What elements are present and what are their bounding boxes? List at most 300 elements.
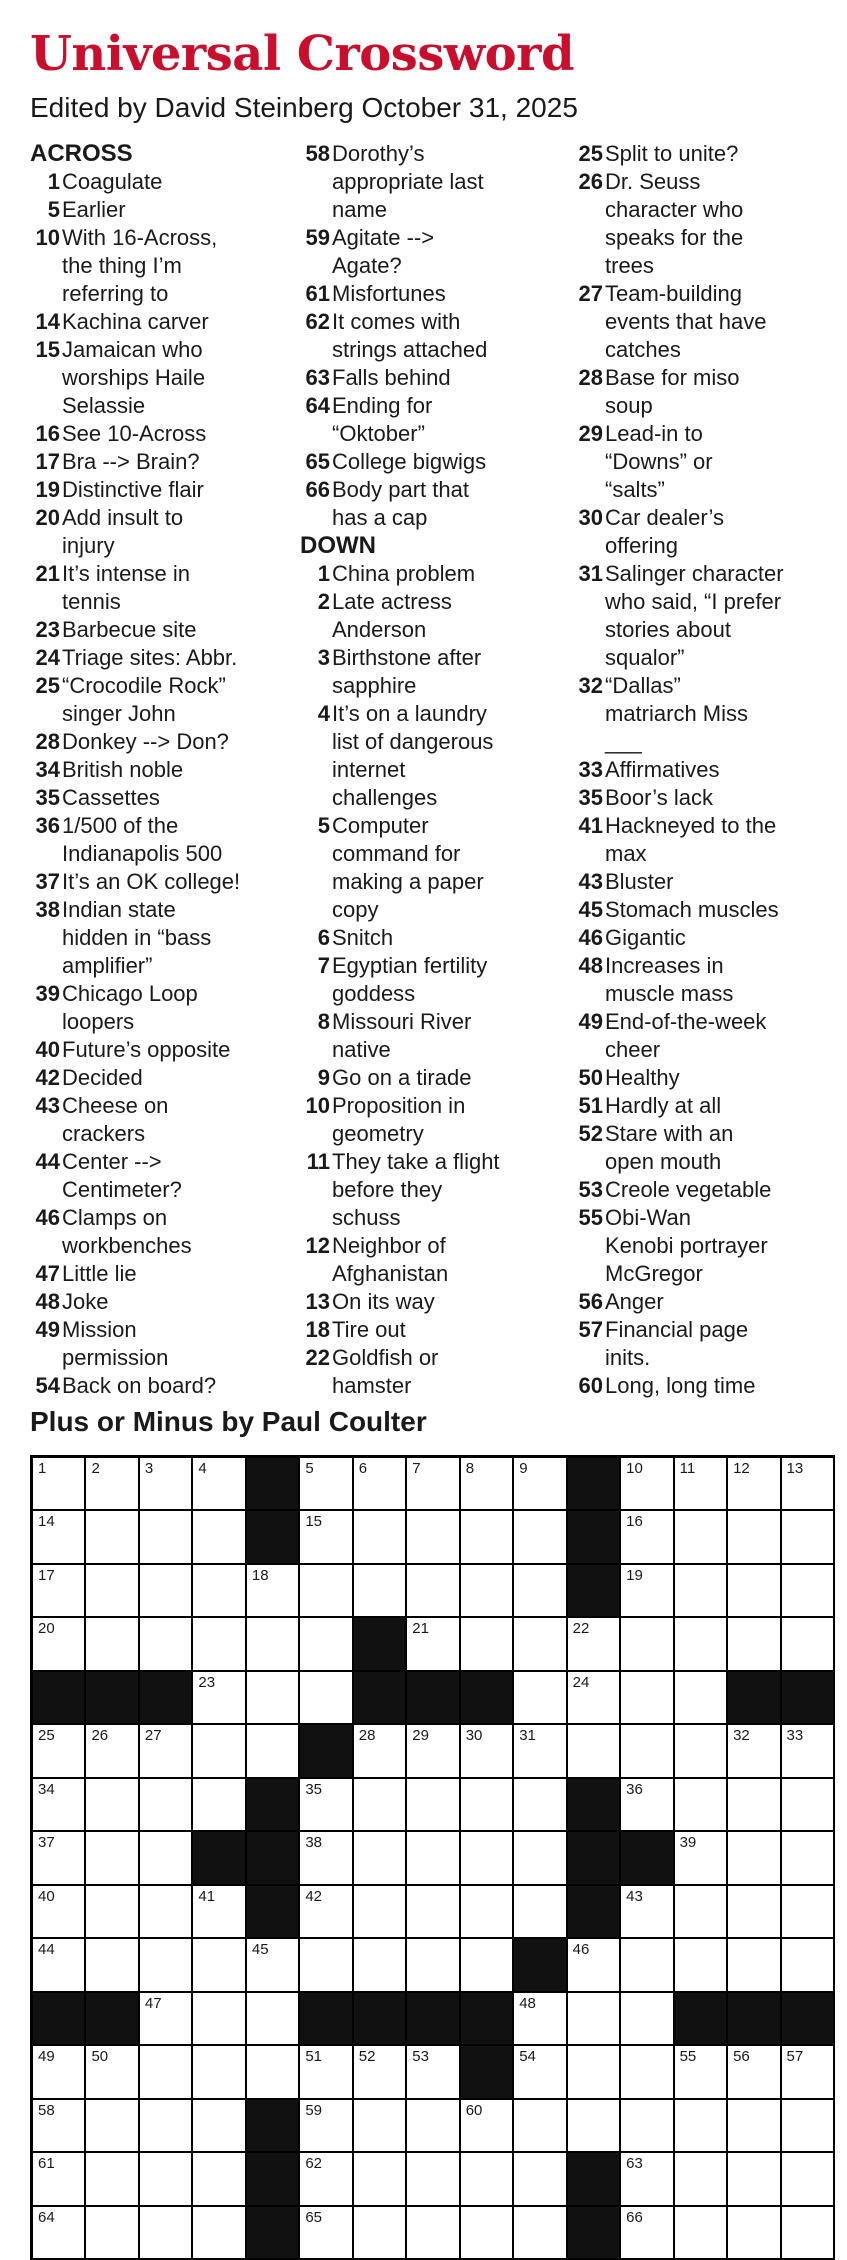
grid-cell[interactable] [675, 1618, 728, 1671]
clue-item[interactable] [300, 1148, 565, 1232]
clue-text [330, 364, 451, 392]
clue-item[interactable] [573, 364, 833, 420]
clue-item[interactable] [300, 588, 565, 644]
grid-cell[interactable] [300, 1779, 353, 1832]
grid-cell[interactable] [140, 2100, 193, 2153]
clue-line: crackers [62, 1121, 146, 1146]
grid-cell[interactable] [86, 1886, 139, 1939]
grid-cell[interactable] [675, 2207, 728, 2260]
grid-cell[interactable] [461, 1565, 514, 1618]
grid-cell[interactable] [728, 2046, 781, 2099]
grid-cell[interactable] [33, 1886, 86, 1939]
grid-cell[interactable] [675, 2100, 728, 2153]
clue-line: Anger [605, 1289, 664, 1314]
grid-cell[interactable] [621, 2153, 674, 2206]
grid-cell[interactable] [728, 2153, 781, 2206]
clue-line: list of dangerous [332, 729, 494, 754]
clue-item[interactable] [300, 1064, 565, 1092]
grid-cell[interactable] [514, 1886, 567, 1939]
grid-cell[interactable] [354, 1939, 407, 1992]
grid-cell[interactable] [407, 1565, 460, 1618]
clue-item[interactable] [30, 1036, 290, 1064]
clue-line: Bluster [605, 869, 674, 894]
clue-item[interactable] [300, 448, 565, 476]
grid-cell[interactable] [461, 2100, 514, 2153]
grid-cell[interactable] [354, 1886, 407, 1939]
clue-item[interactable] [30, 812, 290, 868]
grid-cell[interactable] [193, 2100, 246, 2153]
grid-cell[interactable] [354, 2100, 407, 2153]
grid-cell[interactable] [193, 2046, 246, 2099]
grid-cell[interactable] [300, 1458, 353, 1511]
grid-cell[interactable] [675, 1939, 728, 1992]
clue-item[interactable] [573, 1092, 833, 1120]
grid-cell[interactable] [461, 1832, 514, 1885]
grid-cell[interactable] [140, 1939, 193, 1992]
clue-item[interactable] [30, 728, 290, 756]
grid-cell[interactable] [728, 1832, 781, 1885]
grid-cell[interactable] [86, 2100, 139, 2153]
grid-cell[interactable] [86, 2153, 139, 2206]
grid-cell[interactable] [782, 1511, 835, 1564]
clue-number: 13 [305, 1289, 330, 1314]
grid-cell[interactable] [140, 2046, 193, 2099]
grid-cell[interactable] [33, 1832, 86, 1885]
grid-cell[interactable] [300, 2046, 353, 2099]
grid-cell[interactable] [621, 1511, 674, 1564]
clue-item[interactable] [300, 1232, 565, 1288]
grid-cell[interactable] [514, 2100, 567, 2153]
grid-cell[interactable] [782, 2100, 835, 2153]
clue-item[interactable] [30, 1316, 290, 1372]
clue-text [603, 168, 743, 280]
grid-cell[interactable] [86, 1779, 139, 1832]
grid-cell[interactable] [514, 1458, 567, 1511]
grid-cell[interactable] [728, 1458, 781, 1511]
grid-cell[interactable] [86, 2046, 139, 2099]
grid-cell[interactable] [86, 1511, 139, 1564]
grid-cell[interactable] [247, 2046, 300, 2099]
clue-item[interactable] [30, 224, 290, 308]
clue-text [330, 1232, 448, 1288]
clue-item[interactable] [573, 1316, 833, 1372]
clue-item[interactable] [30, 756, 290, 784]
grid-cell[interactable] [621, 1618, 674, 1671]
grid-cell[interactable] [675, 1725, 728, 1778]
clue-item[interactable] [30, 1372, 290, 1400]
clue-item[interactable] [573, 952, 833, 1008]
grid-cell[interactable] [300, 1832, 353, 1885]
grid-cell[interactable] [782, 1565, 835, 1618]
clue-line: It’s on a laundry [332, 701, 487, 726]
clue-item[interactable] [300, 1316, 565, 1344]
clue-item[interactable] [300, 700, 565, 812]
grid-cell[interactable] [728, 1618, 781, 1671]
grid-cell[interactable] [354, 1511, 407, 1564]
grid-cell[interactable] [782, 2207, 835, 2260]
grid-cell[interactable] [193, 1618, 246, 1671]
clue-item[interactable] [573, 168, 833, 280]
grid-cell[interactable] [621, 1886, 674, 1939]
clue-item[interactable] [30, 784, 290, 812]
grid-cell[interactable] [782, 2153, 835, 2206]
grid-cell[interactable] [193, 1886, 246, 1939]
grid-cell[interactable] [140, 2207, 193, 2260]
cell-number: 51 [305, 2048, 323, 2066]
grid-cell[interactable] [621, 1725, 674, 1778]
grid-cell[interactable] [514, 1993, 567, 2046]
grid-cell[interactable] [782, 1618, 835, 1671]
cell-number: 23 [198, 1673, 216, 1691]
grid-cell[interactable] [86, 1939, 139, 1992]
clue-item[interactable] [573, 1008, 833, 1064]
grid-cell[interactable] [300, 2207, 353, 2260]
clue-item[interactable] [573, 280, 833, 364]
grid-cell[interactable] [621, 1939, 674, 1992]
clue-item[interactable] [573, 784, 833, 812]
grid-cell[interactable] [728, 2207, 781, 2260]
clue-line: Agate? [332, 253, 402, 278]
grid-cell[interactable] [300, 1511, 353, 1564]
grid-cell[interactable] [193, 1725, 246, 1778]
cell-number: 13 [786, 1460, 804, 1477]
clue-item[interactable] [30, 1288, 290, 1316]
grid-cell[interactable] [193, 1565, 246, 1618]
grid-cell[interactable] [33, 1779, 86, 1832]
grid-cell[interactable] [193, 1511, 246, 1564]
grid-cell[interactable] [514, 1779, 567, 1832]
grid-cell[interactable] [461, 1511, 514, 1564]
grid-cell[interactable] [33, 1939, 86, 1992]
grid-cell[interactable] [33, 2100, 86, 2153]
grid-cell[interactable] [300, 1886, 353, 1939]
grid-cell[interactable] [33, 1618, 86, 1671]
grid-cell[interactable] [782, 1779, 835, 1832]
clue-item[interactable] [573, 896, 833, 924]
clue-number: 30 [578, 505, 603, 530]
grid-cell[interactable] [247, 1672, 300, 1725]
clue-line: “Crocodile Rock” [62, 673, 226, 698]
grid-cell[interactable] [514, 2046, 567, 2099]
grid-cell[interactable] [514, 1618, 567, 1671]
clue-item[interactable] [573, 756, 833, 784]
grid-cell[interactable] [461, 2207, 514, 2260]
clue-item[interactable] [573, 868, 833, 896]
grid-cell[interactable] [354, 1565, 407, 1618]
grid-cell[interactable] [33, 2046, 86, 2099]
clue-item[interactable] [573, 1204, 833, 1288]
grid-cell[interactable] [247, 1993, 300, 2046]
grid-cell[interactable] [675, 2153, 728, 2206]
clue-item[interactable] [300, 364, 565, 392]
grid-cell[interactable] [140, 1618, 193, 1671]
clue-text [60, 644, 237, 672]
grid-cell[interactable] [514, 1725, 567, 1778]
grid-cell[interactable] [193, 1672, 246, 1725]
grid-cell[interactable] [354, 2046, 407, 2099]
grid-cell[interactable] [140, 1832, 193, 1885]
grid-cell[interactable] [354, 2207, 407, 2260]
clue-item[interactable] [300, 476, 565, 532]
grid-cell[interactable] [193, 1458, 246, 1511]
clue-item[interactable] [30, 448, 290, 476]
clue-line: the thing I’m [62, 253, 182, 278]
grid-cell[interactable] [621, 2100, 674, 2153]
grid-cell[interactable] [407, 1886, 460, 1939]
grid-cell[interactable] [86, 1565, 139, 1618]
clue-item[interactable] [573, 1288, 833, 1316]
clue-line: loopers [62, 1009, 135, 1034]
grid-cell[interactable] [728, 1939, 781, 1992]
grid-cell[interactable] [140, 1511, 193, 1564]
grid-cell[interactable] [140, 1458, 193, 1511]
grid-cell[interactable] [300, 1939, 353, 1992]
grid-cell[interactable] [728, 1565, 781, 1618]
clue-item[interactable] [300, 560, 565, 588]
grid-cell[interactable] [247, 1939, 300, 1992]
grid-cell[interactable] [675, 1511, 728, 1564]
grid-cell[interactable] [568, 2046, 621, 2099]
grid-cell[interactable] [514, 1565, 567, 1618]
clue-item[interactable] [300, 924, 565, 952]
clue-item[interactable] [573, 560, 833, 672]
clue-item[interactable] [30, 420, 290, 448]
grid-cell[interactable] [514, 2207, 567, 2260]
grid-cell[interactable] [621, 1993, 674, 2046]
clue-text [330, 476, 469, 532]
grid-cell[interactable] [193, 2207, 246, 2260]
grid-cell[interactable] [354, 2153, 407, 2206]
grid-cell[interactable] [675, 1458, 728, 1511]
clue-item[interactable] [573, 504, 833, 560]
grid-cell[interactable] [568, 1672, 621, 1725]
grid-cell[interactable] [140, 1886, 193, 1939]
clue-line: Long, long time [605, 1373, 756, 1398]
grid-cell[interactable] [514, 1672, 567, 1725]
clue-item[interactable] [30, 644, 290, 672]
grid-cell[interactable] [621, 1565, 674, 1618]
grid-cell[interactable] [354, 1832, 407, 1885]
clue-item[interactable] [573, 420, 833, 504]
grid-cell[interactable] [675, 2046, 728, 2099]
grid-cell[interactable] [728, 1725, 781, 1778]
grid-cell[interactable] [407, 1939, 460, 1992]
clue-item[interactable] [573, 1120, 833, 1176]
grid-cell[interactable] [461, 1779, 514, 1832]
grid-cell[interactable] [568, 1618, 621, 1671]
grid-cell[interactable] [354, 1725, 407, 1778]
grid-cell[interactable] [86, 1832, 139, 1885]
grid-cell[interactable] [728, 2100, 781, 2153]
grid-cell[interactable] [728, 1886, 781, 1939]
grid-cell[interactable] [407, 2100, 460, 2153]
grid-cell[interactable] [300, 1565, 353, 1618]
clue-item[interactable] [30, 868, 290, 896]
clue-item[interactable] [300, 644, 565, 700]
grid-cell[interactable] [675, 1672, 728, 1725]
grid-cell[interactable] [300, 1618, 353, 1671]
grid-cell[interactable] [86, 2207, 139, 2260]
grid-cell[interactable] [675, 1832, 728, 1885]
grid-cell[interactable] [247, 1618, 300, 1671]
grid-cell[interactable] [33, 1511, 86, 1564]
grid-cell[interactable] [33, 2153, 86, 2206]
grid-cell[interactable] [621, 1672, 674, 1725]
grid-cell[interactable] [193, 1939, 246, 1992]
grid-cell[interactable] [621, 2046, 674, 2099]
grid-cell[interactable] [568, 1993, 621, 2046]
grid-cell[interactable] [782, 1832, 835, 1885]
grid-cell[interactable] [407, 1511, 460, 1564]
clue-number: 11 [306, 1149, 330, 1174]
clue-line: Computer [332, 813, 429, 838]
clue-line: permission [62, 1345, 169, 1370]
grid-cell[interactable] [407, 2207, 460, 2260]
grid-cell[interactable] [407, 1458, 460, 1511]
clue-item[interactable] [300, 224, 565, 280]
grid-cell[interactable] [621, 2207, 674, 2260]
grid-cell[interactable] [193, 2153, 246, 2206]
clue-item[interactable] [30, 672, 290, 728]
grid-cell[interactable] [140, 1779, 193, 1832]
grid-cell[interactable] [728, 1779, 781, 1832]
clue-item[interactable] [573, 812, 833, 868]
grid-cell[interactable] [461, 1939, 514, 1992]
grid-cell[interactable] [782, 1886, 835, 1939]
clue-item[interactable] [30, 504, 290, 560]
grid-cell[interactable] [782, 1458, 835, 1511]
clue-item[interactable] [573, 1176, 833, 1204]
clue-item[interactable] [30, 560, 290, 616]
grid-cell[interactable] [33, 1565, 86, 1618]
clue-item[interactable] [300, 812, 565, 924]
grid-cell[interactable] [300, 2100, 353, 2153]
grid-cell[interactable] [86, 1458, 139, 1511]
grid-cell[interactable] [568, 2100, 621, 2153]
clue-item[interactable] [573, 1372, 833, 1400]
grid-cell[interactable] [407, 2046, 460, 2099]
clue-line: Increases in [605, 953, 724, 978]
grid-cell[interactable] [354, 1779, 407, 1832]
clue-item[interactable] [30, 1064, 290, 1092]
clue-item[interactable] [30, 1148, 290, 1204]
clue-item[interactable] [300, 1288, 565, 1316]
clue-item[interactable] [300, 392, 565, 448]
clue-line: character who [605, 197, 744, 222]
clue-line: Team-building [605, 281, 742, 306]
grid-cell-black [247, 2153, 300, 2206]
grid-cell[interactable] [568, 1725, 621, 1778]
clue-item[interactable] [573, 924, 833, 952]
grid-cell[interactable] [728, 1511, 781, 1564]
cell-number: 7 [412, 1460, 421, 1477]
clue-item[interactable] [30, 616, 290, 644]
clue-line: Healthy [605, 1065, 680, 1090]
grid-cell[interactable] [140, 1565, 193, 1618]
grid-cell[interactable] [407, 1832, 460, 1885]
grid-cell[interactable] [461, 1886, 514, 1939]
grid-cell[interactable] [33, 2207, 86, 2260]
grid-cell[interactable] [33, 1725, 86, 1778]
clue-item[interactable] [30, 476, 290, 504]
clue-line: Boor’s lack [605, 785, 714, 810]
clue-item[interactable] [300, 140, 565, 224]
grid-cell[interactable] [514, 1832, 567, 1885]
clue-item[interactable] [30, 168, 290, 196]
clue-item[interactable] [30, 896, 290, 980]
grid-cell[interactable] [461, 2153, 514, 2206]
grid-cell[interactable] [514, 1511, 567, 1564]
grid-cell[interactable] [782, 1725, 835, 1778]
grid-cell[interactable] [461, 1725, 514, 1778]
clue-item[interactable] [300, 1344, 565, 1400]
clue-item[interactable] [30, 1260, 290, 1288]
grid-cell[interactable] [675, 1779, 728, 1832]
grid-cell-black [461, 2046, 514, 2099]
cell-number: 27 [144, 1727, 162, 1745]
grid-cell[interactable] [86, 1725, 139, 1778]
clue-item[interactable] [30, 196, 290, 224]
grid-cell[interactable] [140, 1993, 193, 2046]
clue-item[interactable] [300, 1092, 565, 1148]
clue-item[interactable] [300, 952, 565, 1008]
clue-text [330, 560, 475, 588]
grid-cell-black [461, 1672, 514, 1725]
clue-line: Jamaican who [62, 337, 203, 362]
clue-item[interactable] [573, 140, 833, 168]
clue-item[interactable] [300, 280, 565, 308]
across-header: ACROSS [30, 140, 133, 167]
grid-cell[interactable] [461, 1458, 514, 1511]
grid-cell[interactable] [782, 2046, 835, 2099]
grid-cell[interactable] [140, 1725, 193, 1778]
clue-column-1 [30, 140, 290, 1400]
clue-number: 34 [35, 757, 60, 782]
grid-cell[interactable] [86, 1618, 139, 1671]
grid-cell[interactable] [782, 1939, 835, 1992]
clue-item[interactable] [573, 672, 833, 756]
grid-cell[interactable] [140, 2153, 193, 2206]
grid-cell[interactable] [407, 1725, 460, 1778]
clue-item[interactable] [30, 1092, 290, 1148]
clue-item[interactable] [300, 308, 565, 364]
grid-cell[interactable] [407, 1779, 460, 1832]
grid-cell[interactable] [300, 1672, 353, 1725]
grid-cell[interactable] [568, 1939, 621, 1992]
clue-item[interactable] [30, 1204, 290, 1260]
clue-item[interactable] [300, 1008, 565, 1064]
clue-item[interactable] [573, 1064, 833, 1092]
clue-item[interactable] [30, 336, 290, 420]
grid-cell[interactable] [193, 1779, 246, 1832]
grid-cell[interactable] [621, 1458, 674, 1511]
clue-item[interactable] [30, 980, 290, 1036]
grid-cell[interactable] [193, 1993, 246, 2046]
clue-item[interactable] [30, 308, 290, 336]
grid-cell[interactable] [247, 1725, 300, 1778]
grid-cell[interactable] [461, 1618, 514, 1671]
grid-cell[interactable] [675, 1565, 728, 1618]
grid-cell[interactable] [675, 1886, 728, 1939]
grid-cell[interactable] [621, 1779, 674, 1832]
grid-cell[interactable] [300, 2153, 353, 2206]
grid-cell[interactable] [407, 1618, 460, 1671]
grid-cell[interactable] [354, 1458, 407, 1511]
grid-cell[interactable] [33, 1458, 86, 1511]
grid-cell[interactable] [514, 2153, 567, 2206]
grid-cell[interactable] [407, 2153, 460, 2206]
grid-cell[interactable] [247, 1565, 300, 1618]
